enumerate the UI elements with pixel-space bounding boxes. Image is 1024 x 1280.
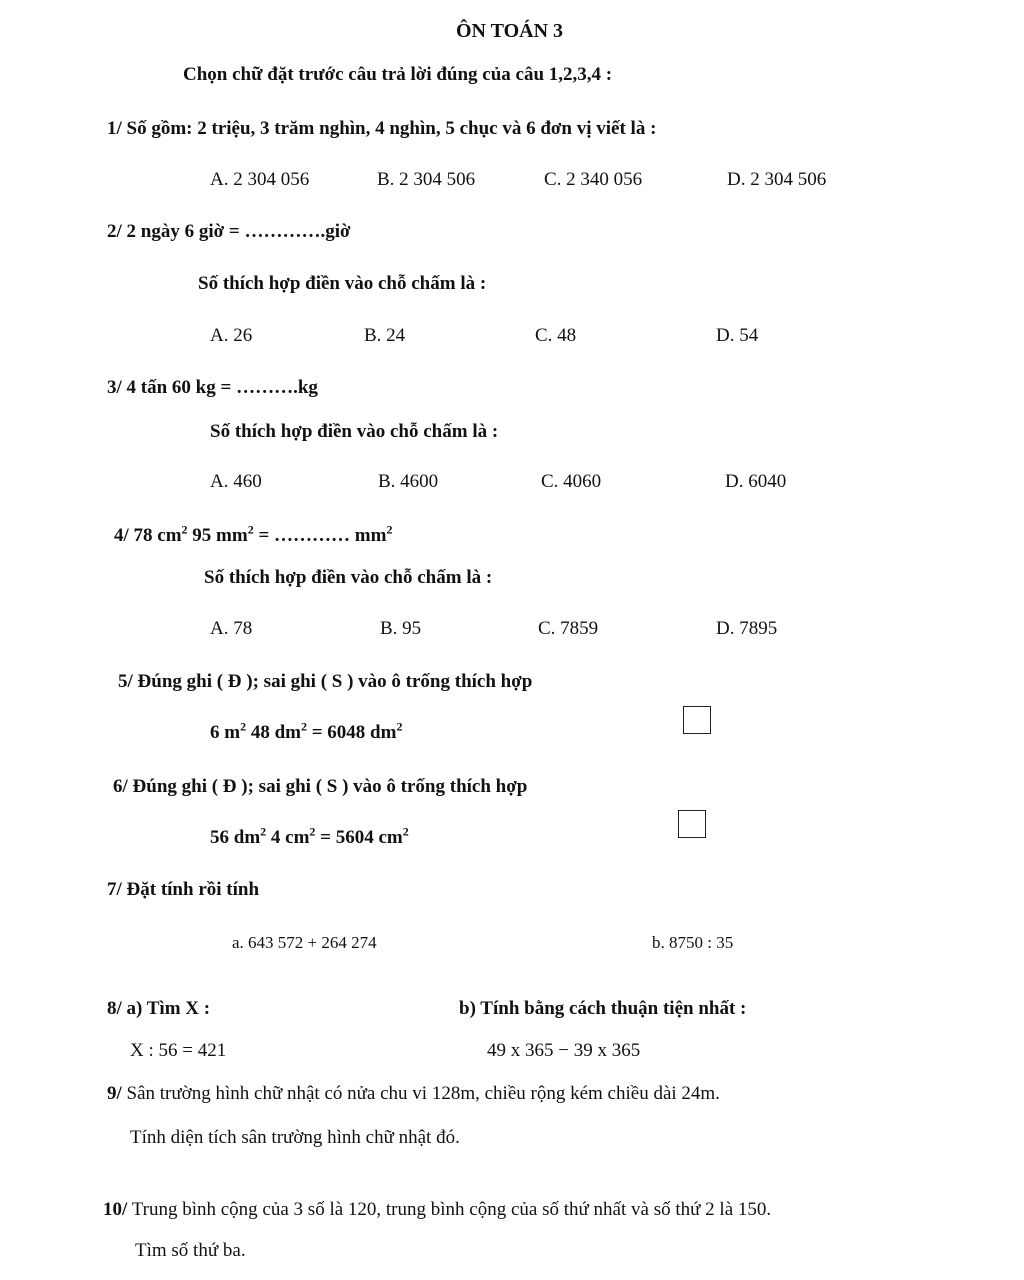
q3-prompt: Số thích hợp điền vào chỗ chấm là : xyxy=(210,421,499,442)
q8b-expression: 49 x 365 − 39 x 365 xyxy=(487,1040,641,1061)
q10-line1: 10/ Trung bình cộng của 3 số là 120, trung bình cộng của số thứ nhất và số thứ 2 là 150. xyxy=(103,1199,772,1220)
q8b-title: b) Tính bằng cách thuận tiện nhất : xyxy=(459,998,747,1019)
q7-text: 7/ Đặt tính rồi tính xyxy=(107,879,260,900)
q4-option-d: D. 7895 xyxy=(716,618,778,639)
q5-answer-box[interactable] xyxy=(683,706,711,734)
q10-line2: Tìm số thứ ba. xyxy=(135,1240,246,1261)
q3-option-d: D. 6040 xyxy=(725,471,787,492)
q8a-title: 8/ a) Tìm X : xyxy=(107,998,211,1019)
page-title: ÔN TOÁN 3 xyxy=(456,20,564,42)
q1-option-a: A. 2 304 056 xyxy=(210,169,310,190)
q6-answer-box[interactable] xyxy=(678,810,706,838)
q2-option-c: C. 48 xyxy=(535,325,577,346)
q9-line2: Tính diện tích sân trường hình chữ nhật đó. xyxy=(130,1127,460,1148)
q4-option-b: B. 95 xyxy=(380,618,422,639)
q4-prompt: Số thích hợp điền vào chỗ chấm là : xyxy=(204,567,493,588)
instruction: Chọn chữ đặt trước câu trả lời đúng của câu 1,2,3,4 : xyxy=(183,64,613,85)
q1-text: 1/ Số gồm: 2 triệu, 3 trăm nghìn, 4 nghìn, 5 chục và 6 đơn vị viết là : xyxy=(107,118,657,139)
q2-text: 2/ 2 ngày 6 giờ = ………….giờ xyxy=(107,221,351,242)
q2-option-d: D. 54 xyxy=(716,325,759,346)
q5-expression: 6 $m^2$ 48 $dm^2 = 6048$ $dm^2$ xyxy=(210,719,403,743)
q5-text: 5/ Đúng ghi ( Đ ); sai ghi ( S ) vào ô trống thích hợp xyxy=(118,671,533,692)
q1-option-d: D. 2 304 506 xyxy=(727,169,827,190)
q7-part-b: b. 8750 : 35 xyxy=(652,933,734,952)
q3-option-b: B. 4600 xyxy=(378,471,439,492)
q3-option-c: C. 4060 xyxy=(541,471,602,492)
q3-option-a: A. 460 xyxy=(210,471,262,492)
q1-option-b: B. 2 304 506 xyxy=(377,169,476,190)
q9-line1: 9/ Sân trường hình chữ nhật có nửa chu vi 128m, chiều rộng kém chiều dài 24m. xyxy=(107,1083,720,1104)
q4-text: 4/ 78 $cm^2$ 95 $mm^2$ = ………… $mm^2$ xyxy=(114,522,393,546)
q3-text: 3/ 4 tấn 60 kg = ……….kg xyxy=(107,377,318,398)
q4-option-a: A. 78 xyxy=(210,618,253,639)
q2-option-b: B. 24 xyxy=(364,325,406,346)
q6-text: 6/ Đúng ghi ( Đ ); sai ghi ( S ) vào ô trống thích hợp xyxy=(113,776,528,797)
q2-option-a: A. 26 xyxy=(210,325,253,346)
q2-prompt: Số thích hợp điền vào chỗ chấm là : xyxy=(198,273,487,294)
q1-option-c: C. 2 340 056 xyxy=(544,169,643,190)
q8a-expression: X : 56 = 421 xyxy=(130,1040,227,1061)
q7-part-a: a. 643 572 + 264 274 xyxy=(232,933,377,952)
q4-option-c: C. 7859 xyxy=(538,618,599,639)
q6-expression: 56 $dm^2$ 4 $cm^2 = 5604$ $cm^2$ xyxy=(210,824,409,848)
